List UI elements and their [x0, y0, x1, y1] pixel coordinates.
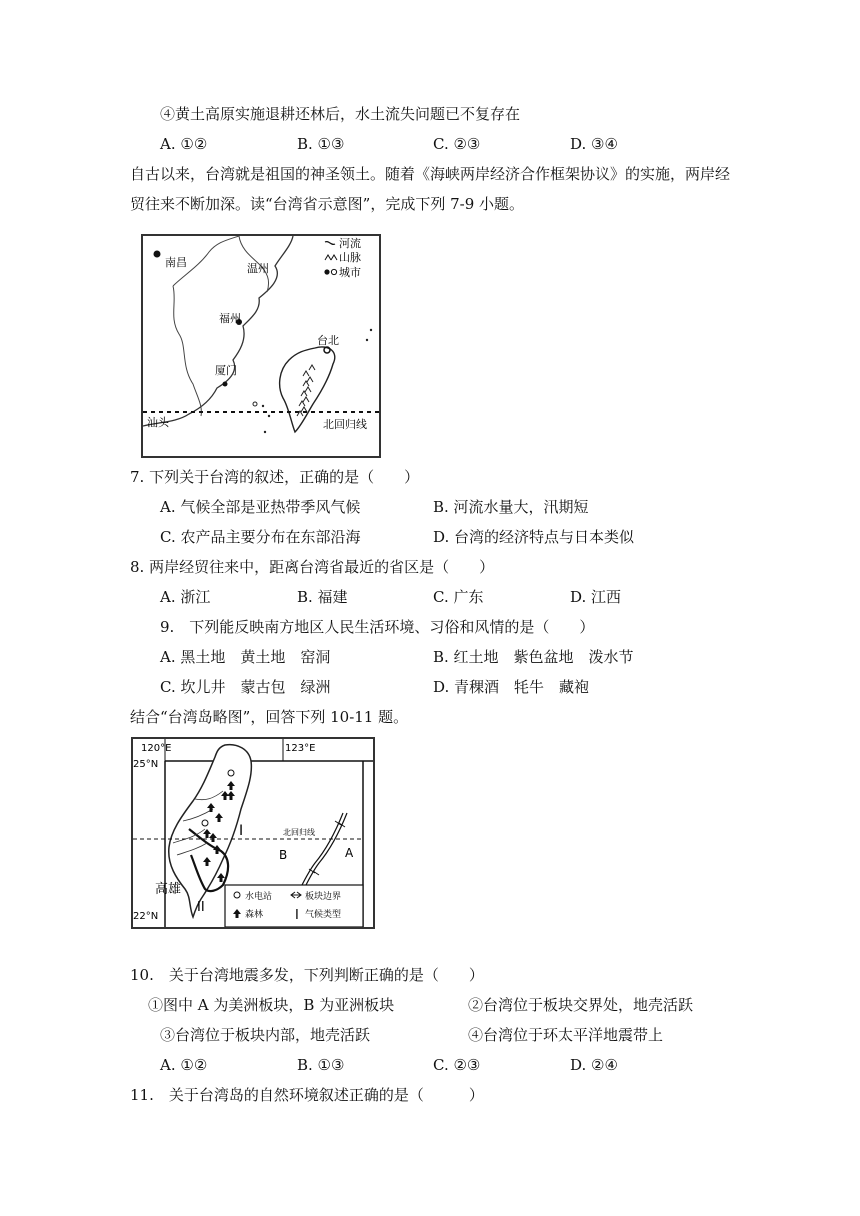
city-label: 厦门 [215, 364, 237, 377]
q8-stem: 8. 两岸经贸往来中，距离台湾省最近的省区是（ ） [130, 558, 495, 576]
tropic-label: 北回归线 [323, 418, 367, 431]
city-dot [154, 251, 161, 258]
taiwan-province-map-svg [143, 236, 379, 456]
option-d: D. ③④ [570, 135, 618, 153]
q7-option-b: B. 河流水量大，汛期短 [433, 498, 589, 516]
q9-option-b: B. 红土地 紫色盆地 泼水节 [433, 648, 634, 666]
taiwan-province-map [141, 234, 381, 458]
q8-option-c: C. 广东 [433, 588, 484, 606]
statement-4: ④黄土高原实施退耕还林后，水土流失问题已不复存在 [160, 105, 521, 123]
city-label: 福州 [219, 312, 241, 325]
lon-label: 123°E [285, 743, 316, 754]
q9-option-c: C. 坎儿井 蒙古包 绿洲 [160, 678, 331, 696]
province-border [173, 286, 201, 416]
lon-label: 120°E [141, 743, 172, 754]
q7-option-a: A. 气候全部是亚热带季风气候 [160, 498, 361, 516]
option-b: B. ①③ [297, 135, 345, 153]
q10-option-d: D. ②④ [570, 1056, 618, 1074]
intro-paragraph-line1: 自古以来，台湾就是祖国的神圣领土。随着《海峡两岸经济合作框架协议》的实施，两岸经 [130, 165, 731, 183]
option-c: C. ②③ [433, 135, 481, 153]
q11-stem: 11. 关于台湾岛的自然环境叙述正确的是（ ） [130, 1086, 484, 1104]
q9-stem: 9. 下列能反映南方地区人民生活环境、习俗和风情的是（ ） [160, 618, 595, 636]
tropic-label: 北回归线 [283, 828, 315, 837]
legend-label: 河流 [339, 237, 361, 250]
legend-label: 山脉 [339, 251, 361, 264]
city-label: 汕头 [147, 416, 169, 429]
city-icon [324, 269, 329, 274]
q8-option-a: A. 浙江 [160, 588, 211, 606]
q10-option-b: B. ①③ [297, 1056, 345, 1074]
river-icon [325, 242, 335, 245]
option-a: A. ①② [160, 135, 208, 153]
legend-label: 森林 [245, 910, 264, 920]
q9-option-d: D. 青稞酒 牦牛 藏袍 [433, 678, 590, 696]
q10-statement-1: ①图中 A 为美洲板块，B 为亚洲板块 [148, 996, 395, 1014]
q8-option-d: D. 江西 [570, 588, 622, 606]
q10-statement-4: ④台湾位于环太平洋地震带上 [468, 1026, 664, 1044]
q7-stem: 7. 下列关于台湾的叙述，正确的是（ ） [130, 468, 420, 486]
q10-option-a: A. ①② [160, 1056, 208, 1074]
q10-option-c: C. ②③ [433, 1056, 481, 1074]
lat-label: 22°N [133, 911, 159, 922]
city-label: 高雄 [155, 882, 182, 897]
label-ii: II [197, 900, 205, 915]
plate-boundary [301, 813, 343, 887]
legend-label: 城市 [339, 266, 361, 279]
city-label: 温州 [247, 262, 269, 275]
legend-label: 气候类型 [305, 910, 342, 920]
mountain-icon [325, 255, 337, 260]
legend-label: 板块边界 [305, 892, 342, 902]
q8-option-b: B. 福建 [297, 588, 348, 606]
q10-statement-3: ③台湾位于板块内部，地壳活跃 [160, 1026, 371, 1044]
label-i: I [239, 823, 244, 839]
map1-legend [324, 236, 361, 279]
q10-statement-2: ②台湾位于板块交界处，地壳活跃 [468, 996, 694, 1014]
q7-option-d: D. 台湾的经济特点与日本类似 [433, 528, 635, 546]
lat-label: 25°N [133, 759, 159, 770]
q10-stem: 10. 关于台湾地震多发，下列判断正确的是（ ） [130, 966, 484, 984]
intro2-text: 结合“台湾岛略图”，回答下列 10-11 题。 [130, 708, 409, 726]
label-b: B [279, 848, 288, 862]
intro-paragraph-line2: 贸往来不断加深。读“台湾省示意图”，完成下列 7-9 小题。 [130, 195, 525, 213]
legend-label: 水电站 [245, 892, 273, 902]
q9-option-a: A. 黑土地 黄土地 窑洞 [160, 648, 331, 666]
taiwan-island-map-svg [133, 739, 373, 927]
taiwan-island-map [131, 737, 375, 929]
q7-option-c: C. 农产品主要分布在东部沿海 [160, 528, 361, 546]
capital-icon [331, 269, 336, 274]
city-dot [223, 382, 228, 387]
city-label: 南昌 [165, 256, 187, 269]
climate-type-icon: I [295, 908, 299, 923]
city-label: 台北 [317, 334, 339, 347]
label-a: A [345, 846, 354, 860]
